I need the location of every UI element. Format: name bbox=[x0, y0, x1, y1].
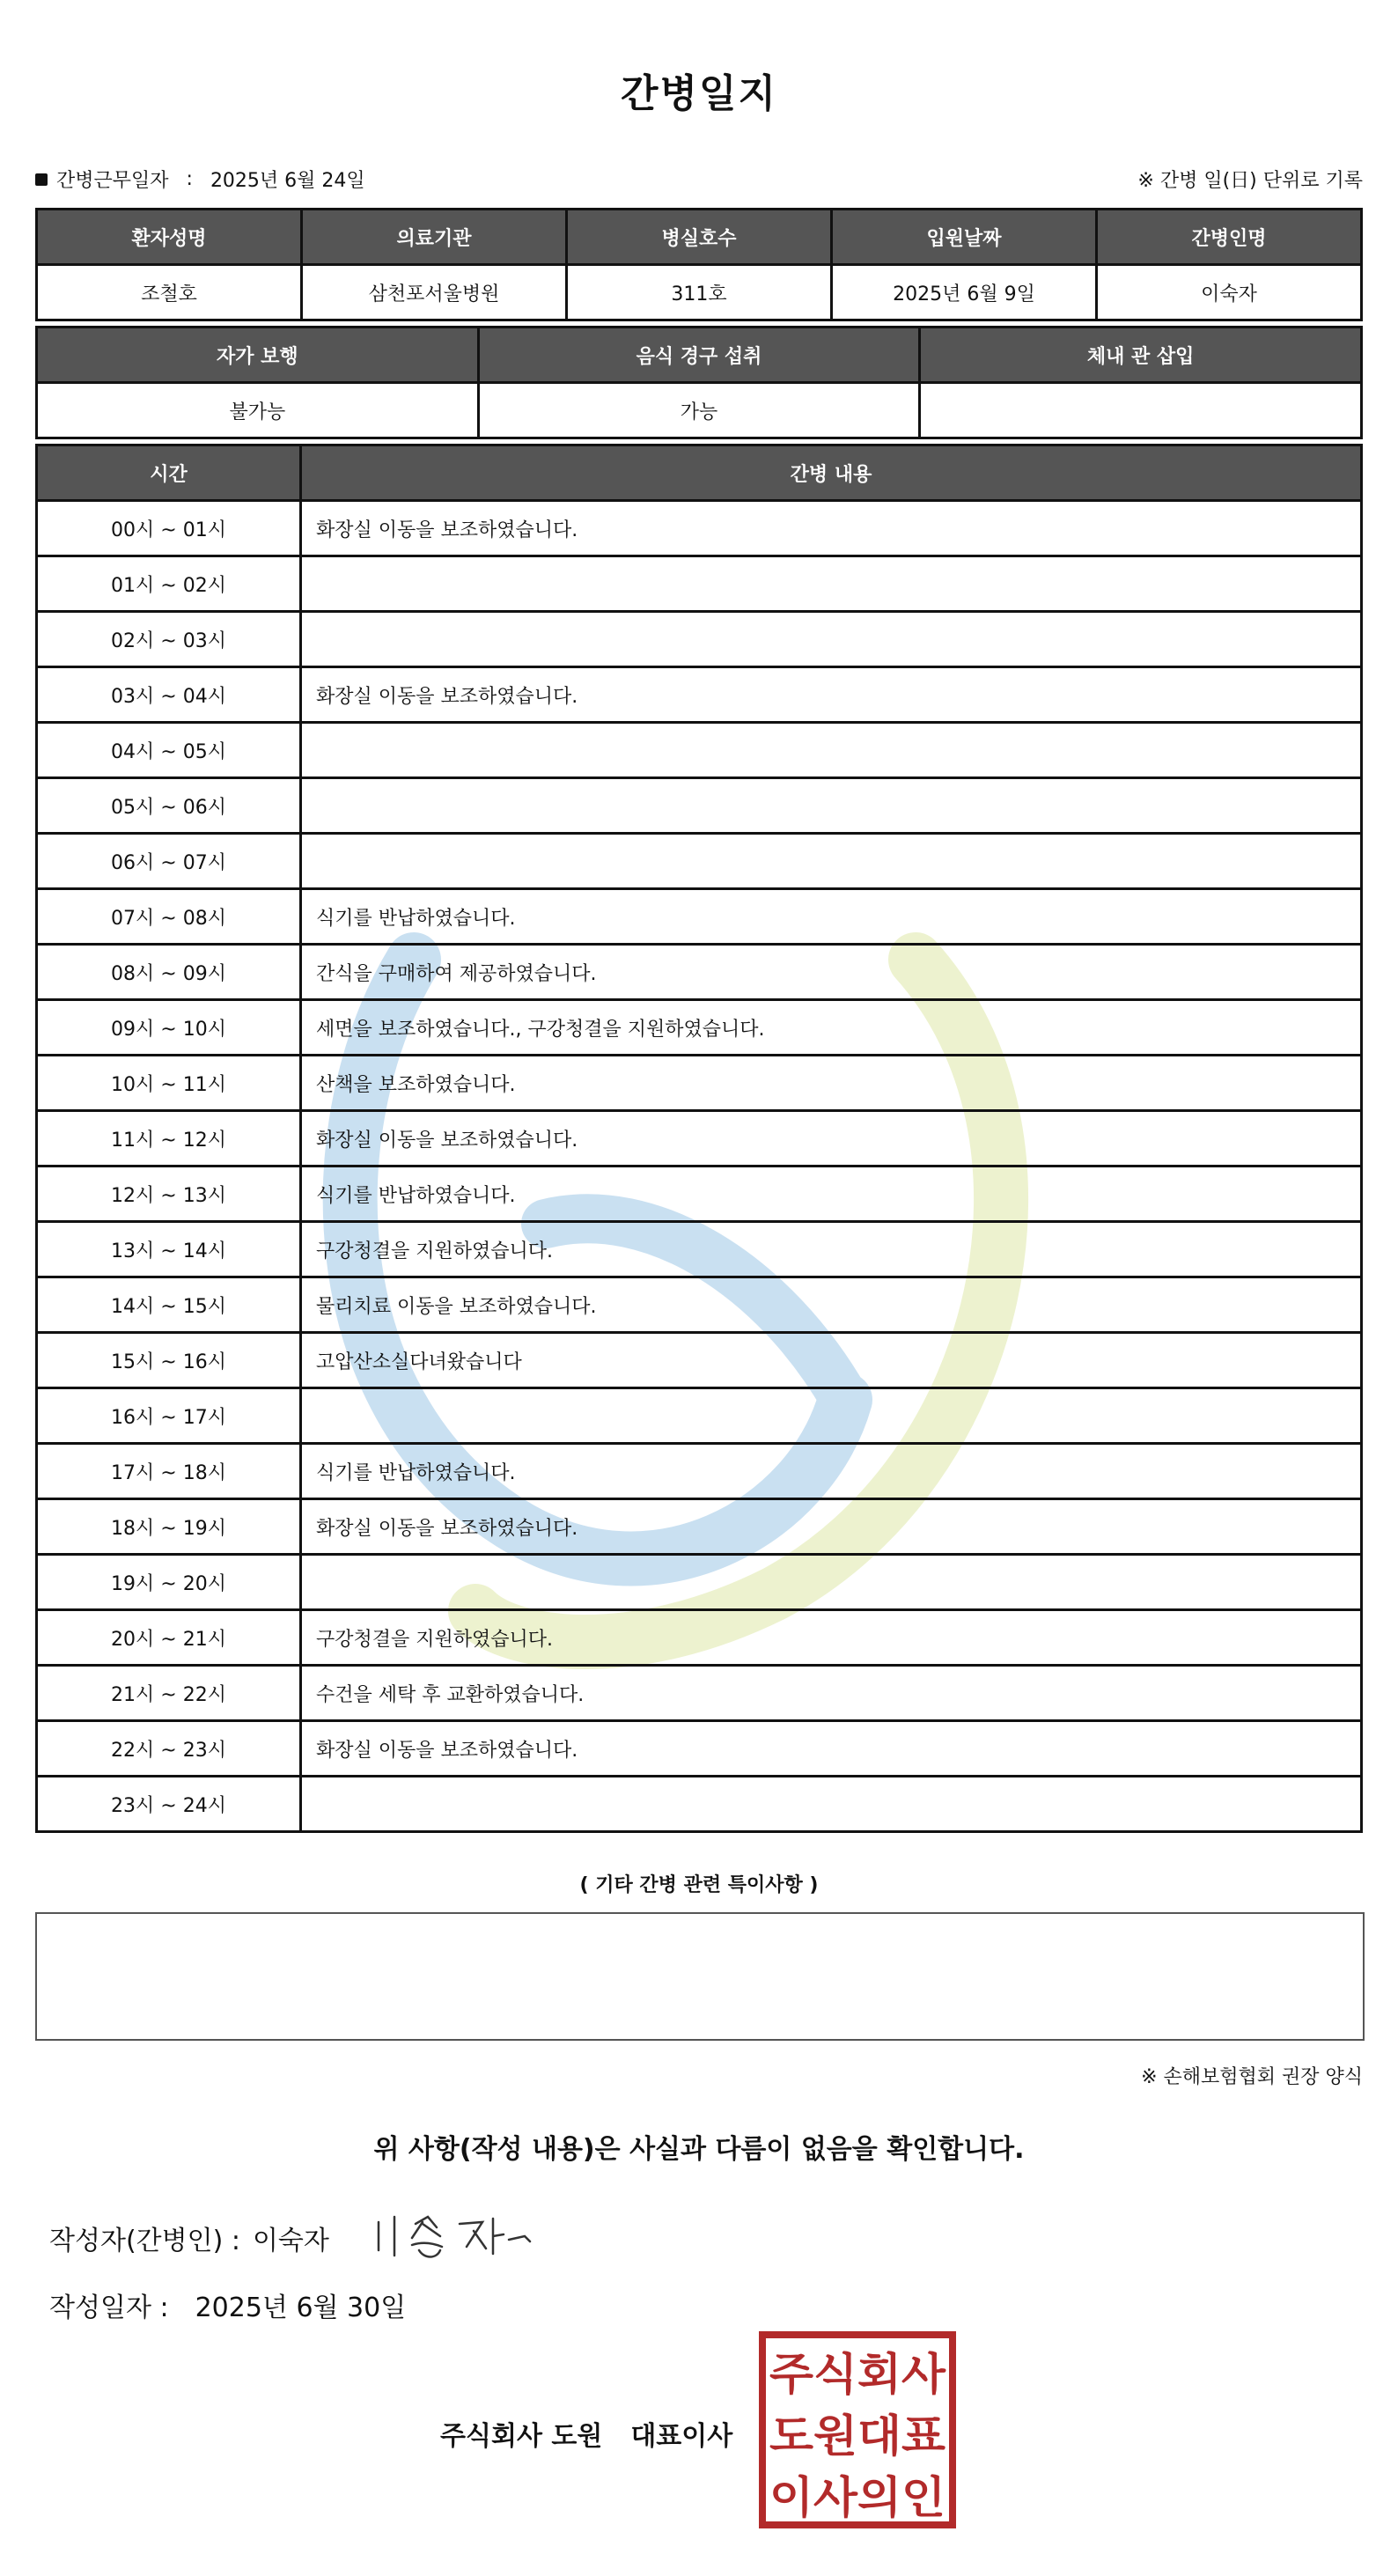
table-row bbox=[37, 1000, 1362, 1056]
work-date-label: 간병근무일자 bbox=[56, 170, 169, 192]
time-cell: 14시 ~ 15시 bbox=[37, 1277, 301, 1333]
time-cell: 04시 ~ 05시 bbox=[37, 723, 301, 778]
header-oral-intake: 음식 경구 섭취 bbox=[478, 328, 920, 383]
content-cell: 구강청결을 지원하였습니다. bbox=[301, 1222, 1362, 1277]
header-tube-insertion: 체내 관 삽입 bbox=[920, 328, 1362, 383]
content-cell: 산책을 보조하였습니다. bbox=[301, 1056, 1362, 1111]
time-cell: 18시 ~ 19시 bbox=[37, 1499, 301, 1555]
table-row bbox=[37, 1444, 1362, 1499]
time-cell: 08시 ~ 09시 bbox=[37, 945, 301, 1000]
signature bbox=[370, 2204, 537, 2266]
table-row bbox=[37, 1610, 1362, 1666]
table-row bbox=[37, 945, 1362, 1000]
content-cell: 고압산소실다녀왔습니다 bbox=[301, 1333, 1362, 1388]
time-cell: 00시 ~ 01시 bbox=[37, 501, 301, 556]
content-cell bbox=[301, 1388, 1362, 1444]
table-row bbox=[37, 612, 1362, 667]
oral-intake-status: 가능 bbox=[478, 383, 920, 438]
work-date-value: 2025년 6월 24일 bbox=[210, 170, 365, 192]
header-room: 병실호수 bbox=[567, 210, 832, 265]
admission-date: 2025년 6월 9일 bbox=[832, 265, 1097, 320]
time-cell: 09시 ~ 10시 bbox=[37, 1000, 301, 1056]
content-cell bbox=[301, 612, 1362, 667]
table-row bbox=[37, 1167, 1362, 1222]
time-cell: 11시 ~ 12시 bbox=[37, 1111, 301, 1167]
time-cell: 19시 ~ 20시 bbox=[37, 1555, 301, 1610]
header-caregiver-name: 간병인명 bbox=[1097, 210, 1362, 265]
table-row bbox=[37, 1111, 1362, 1167]
time-cell: 22시 ~ 23시 bbox=[37, 1721, 301, 1777]
time-cell: 12시 ~ 13시 bbox=[37, 1167, 301, 1222]
confirmation-statement: 위 사항(작성 내용)은 사실과 다름이 없음을 확인합니다. bbox=[373, 2134, 1025, 2165]
written-date-label: 작성일자 : bbox=[49, 2293, 169, 2323]
time-cell: 16시 ~ 17시 bbox=[37, 1388, 301, 1444]
header-hospital: 의료기관 bbox=[302, 210, 567, 265]
ceo-title: 대표이사 bbox=[630, 2421, 733, 2452]
time-cell: 23시 ~ 24시 bbox=[37, 1777, 301, 1832]
header-admission-date: 입원날짜 bbox=[832, 210, 1097, 265]
table-row bbox=[37, 1222, 1362, 1277]
content-cell: 화장실 이동을 보조하였습니다. bbox=[301, 1499, 1362, 1555]
patient-status-table bbox=[35, 326, 1363, 439]
content-cell bbox=[301, 1555, 1362, 1610]
unit-note: ※ 간병 일(日) 단위로 기록 bbox=[1137, 170, 1363, 192]
content-cell bbox=[301, 778, 1362, 834]
time-cell: 21시 ~ 22시 bbox=[37, 1666, 301, 1721]
time-cell: 07시 ~ 08시 bbox=[37, 889, 301, 945]
table-row bbox=[37, 1277, 1362, 1333]
time-cell: 01시 ~ 02시 bbox=[37, 556, 301, 612]
content-cell bbox=[301, 1777, 1362, 1832]
content-cell: 물리치료 이동을 보조하였습니다. bbox=[301, 1277, 1362, 1333]
page-title: 간병일지 bbox=[620, 71, 777, 116]
table-row bbox=[37, 723, 1362, 778]
content-cell: 식기를 반납하였습니다. bbox=[301, 1444, 1362, 1499]
content-cell: 세면을 보조하였습니다., 구강청결을 지원하였습니다. bbox=[301, 1000, 1362, 1056]
writer-name: 이숙자 bbox=[252, 2226, 329, 2256]
written-date-line bbox=[49, 2285, 406, 2324]
content-cell: 화장실 이동을 보조하였습니다. bbox=[301, 501, 1362, 556]
log-header-row bbox=[37, 445, 1362, 501]
patient-info-table bbox=[35, 208, 1363, 321]
company-seal-stamp bbox=[759, 2331, 956, 2528]
content-cell: 간식을 구매하여 제공하였습니다. bbox=[301, 945, 1362, 1000]
time-cell: 03시 ~ 04시 bbox=[37, 667, 301, 723]
seal-line-2: 도원대표 bbox=[769, 2410, 946, 2462]
table-row bbox=[37, 1721, 1362, 1777]
content-cell bbox=[301, 834, 1362, 889]
work-date bbox=[35, 166, 365, 193]
header-care-content: 간병 내용 bbox=[301, 445, 1362, 501]
time-cell: 13시 ~ 14시 bbox=[37, 1222, 301, 1277]
table-row bbox=[37, 1333, 1362, 1388]
company-name: 주식회사 도원 bbox=[440, 2421, 603, 2452]
room-number: 311호 bbox=[567, 265, 832, 320]
time-cell: 05시 ~ 06시 bbox=[37, 778, 301, 834]
table-row bbox=[37, 556, 1362, 612]
patient-info-header-row bbox=[37, 210, 1362, 265]
seal-line-3: 이사의인 bbox=[769, 2472, 945, 2523]
table-row bbox=[37, 1666, 1362, 1721]
table-row bbox=[37, 889, 1362, 945]
seal-line-1: 주식회사 bbox=[769, 2349, 946, 2400]
table-row bbox=[37, 1499, 1362, 1555]
square-bullet-icon bbox=[35, 173, 48, 186]
patient-info-value-row bbox=[37, 265, 1362, 320]
table-row bbox=[37, 1388, 1362, 1444]
hospital-name: 삼천포서울병원 bbox=[302, 265, 567, 320]
notes-box bbox=[35, 1912, 1365, 2041]
table-row bbox=[37, 1555, 1362, 1610]
header-patient-name: 환자성명 bbox=[37, 210, 302, 265]
table-row bbox=[37, 1777, 1362, 1832]
written-date-value: 2025년 6월 30일 bbox=[195, 2293, 407, 2323]
org-recommendation-note: ※ 손해보험협회 권장 양식 bbox=[1141, 2066, 1363, 2088]
content-cell: 화장실 이동을 보조하였습니다. bbox=[301, 667, 1362, 723]
content-cell: 식기를 반납하였습니다. bbox=[301, 889, 1362, 945]
content-cell: 화장실 이동을 보조하였습니다. bbox=[301, 1111, 1362, 1167]
hourly-care-log-table bbox=[35, 444, 1363, 1833]
time-cell: 15시 ~ 16시 bbox=[37, 1333, 301, 1388]
content-cell: 수건을 세탁 후 교환하였습니다. bbox=[301, 1666, 1362, 1721]
status-header-row bbox=[37, 328, 1362, 383]
time-cell: 20시 ~ 21시 bbox=[37, 1610, 301, 1666]
company-line bbox=[440, 2414, 732, 2453]
table-row bbox=[37, 1056, 1362, 1111]
caregiver-name: 이숙자 bbox=[1097, 265, 1362, 320]
content-cell: 화장실 이동을 보조하였습니다. bbox=[301, 1721, 1362, 1777]
time-cell: 02시 ~ 03시 bbox=[37, 612, 301, 667]
tube-insertion-status bbox=[920, 383, 1362, 438]
table-row bbox=[37, 834, 1362, 889]
table-row bbox=[37, 778, 1362, 834]
time-cell: 17시 ~ 18시 bbox=[37, 1444, 301, 1499]
walking-status: 불가능 bbox=[37, 383, 479, 438]
table-row bbox=[37, 501, 1362, 556]
status-value-row bbox=[37, 383, 1362, 438]
content-cell: 식기를 반납하였습니다. bbox=[301, 1167, 1362, 1222]
header-walking: 자가 보행 bbox=[37, 328, 479, 383]
content-cell bbox=[301, 556, 1362, 612]
content-cell bbox=[301, 723, 1362, 778]
work-date-separator: : bbox=[186, 168, 193, 190]
header-time: 시간 bbox=[37, 445, 301, 501]
table-row bbox=[37, 667, 1362, 723]
time-cell: 10시 ~ 11시 bbox=[37, 1056, 301, 1111]
time-cell: 06시 ~ 07시 bbox=[37, 834, 301, 889]
patient-name: 조철호 bbox=[37, 265, 302, 320]
writer-line bbox=[49, 2219, 329, 2257]
content-cell: 구강청결을 지원하였습니다. bbox=[301, 1610, 1362, 1666]
writer-label: 작성자(간병인) : bbox=[49, 2226, 240, 2256]
notes-title: ( 기타 간병 관련 특이사항 ) bbox=[579, 1874, 819, 1896]
